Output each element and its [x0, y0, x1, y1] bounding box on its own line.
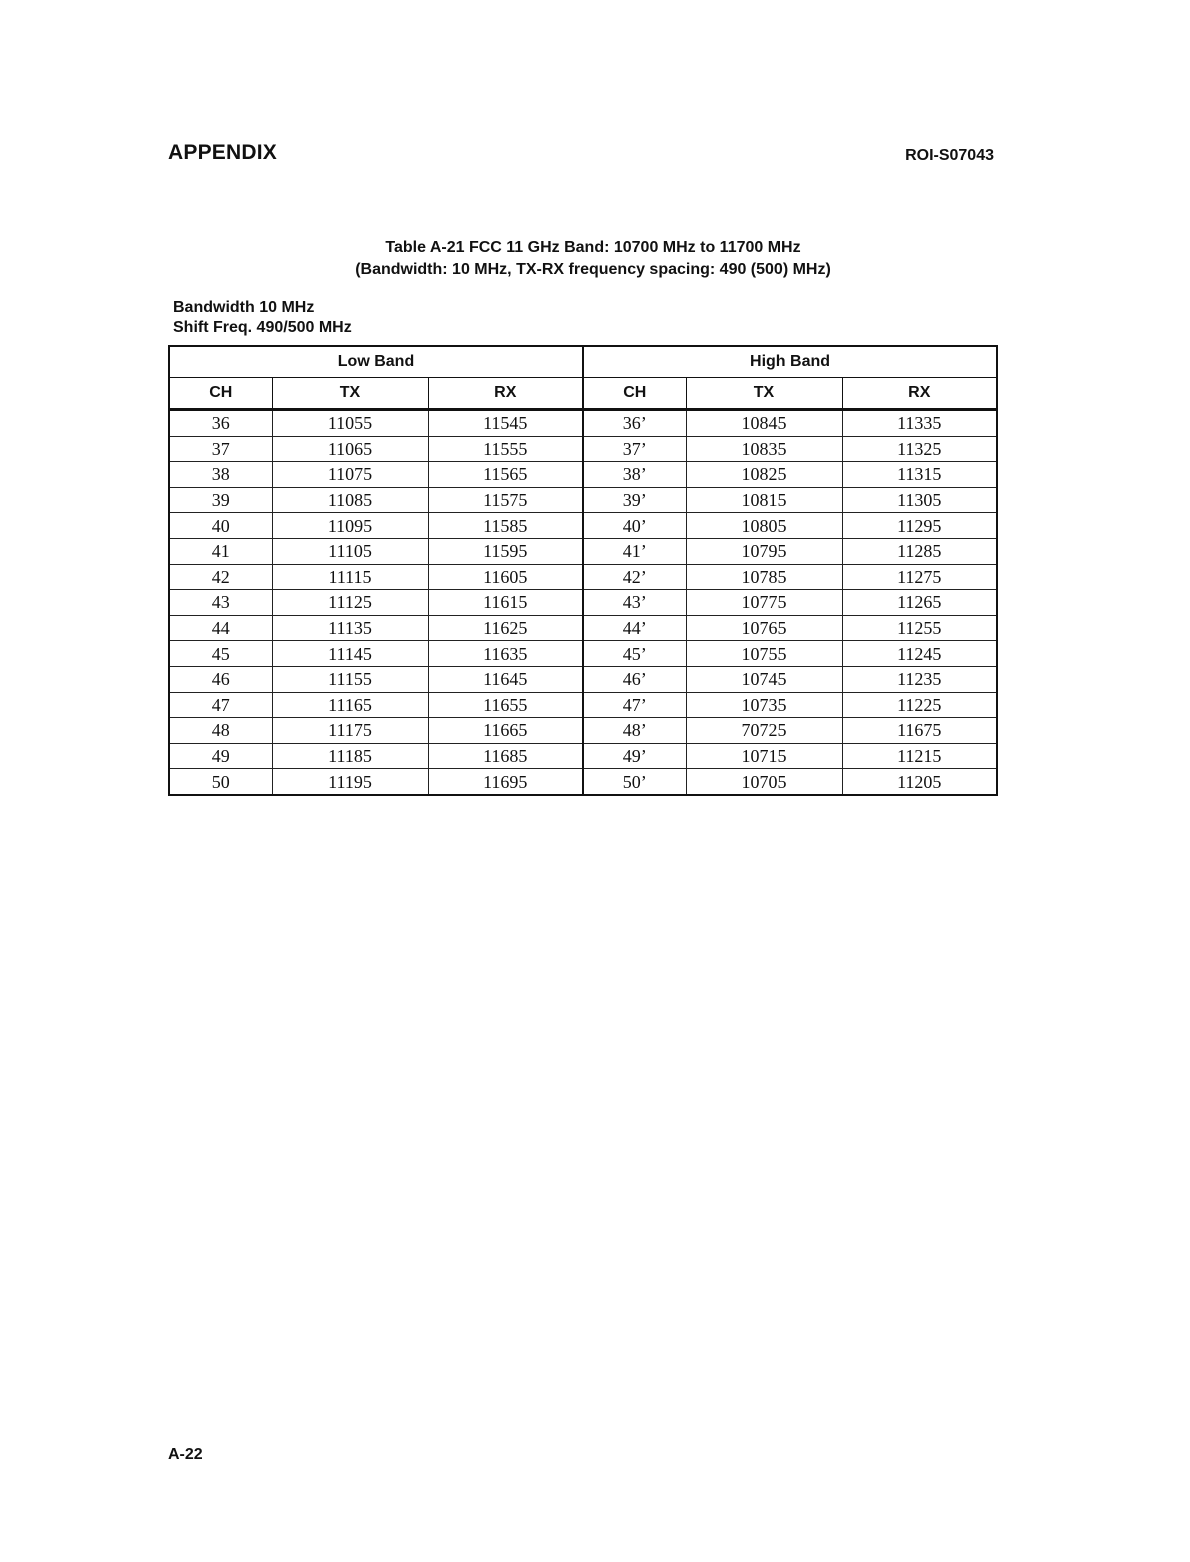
low-ch-cell: 47 [169, 692, 272, 718]
high-tx-cell: 10705 [686, 769, 842, 795]
table-body [169, 410, 997, 795]
high-ch-cell: 41’ [583, 538, 686, 564]
low-band-header: Low Band [169, 346, 583, 378]
table-row [169, 538, 997, 564]
low-ch-cell: 38 [169, 462, 272, 488]
high-tx-cell: 10745 [686, 666, 842, 692]
high-tx-cell: 10815 [686, 487, 842, 513]
low-ch-cell: 49 [169, 743, 272, 769]
high-ch-cell: 39’ [583, 487, 686, 513]
high-ch-cell: 47’ [583, 692, 686, 718]
low-rx-cell: 11615 [428, 590, 583, 616]
section-heading: APPENDIX [168, 141, 277, 164]
high-ch-cell: 43’ [583, 590, 686, 616]
low-ch-cell: 46 [169, 666, 272, 692]
high-tx-cell: 10755 [686, 641, 842, 667]
caption-subtitle: (Bandwidth: 10 MHz, TX-RX frequency spacing: 490 (500) MHz) [355, 261, 831, 278]
high-ch-cell: 48’ [583, 718, 686, 744]
low-tx-cell: 11075 [272, 462, 428, 488]
high-tx-cell: 10795 [686, 538, 842, 564]
low-rx-cell: 11665 [428, 718, 583, 744]
low-ch-cell: 44 [169, 615, 272, 641]
low-rx-cell: 11605 [428, 564, 583, 590]
high-rx-cell: 11225 [842, 692, 997, 718]
high-ch-cell: 38’ [583, 462, 686, 488]
high-rx-cell: 11285 [842, 538, 997, 564]
table-row [169, 692, 997, 718]
low-tx-cell: 11095 [272, 513, 428, 539]
low-rx-cell: 11625 [428, 615, 583, 641]
high-tx-cell: 10825 [686, 462, 842, 488]
high-tx-cell: 10805 [686, 513, 842, 539]
high-ch-cell: 46’ [583, 666, 686, 692]
high-tx-cell: 10835 [686, 436, 842, 462]
low-tx-cell: 11145 [272, 641, 428, 667]
high-rx-cell: 11215 [842, 743, 997, 769]
high-tx-cell: 10735 [686, 692, 842, 718]
low-ch-cell: 45 [169, 641, 272, 667]
high-band-header: High Band [583, 346, 997, 378]
high-ch-cell: 44’ [583, 615, 686, 641]
high-tx-cell: 10775 [686, 590, 842, 616]
page-number: A-22 [168, 1446, 203, 1463]
table-row [169, 666, 997, 692]
low-rx-cell: 11585 [428, 513, 583, 539]
high-rx-cell: 11255 [842, 615, 997, 641]
table-row [169, 462, 997, 488]
high-ch-cell: 50’ [583, 769, 686, 795]
high-tx-cell: 10845 [686, 410, 842, 437]
table-row [169, 615, 997, 641]
low-tx-cell: 11115 [272, 564, 428, 590]
low-ch-cell: 48 [169, 718, 272, 744]
low-tx-cell: 11105 [272, 538, 428, 564]
column-header-high-ch: CH [583, 378, 686, 410]
table-row [169, 590, 997, 616]
caption-title: Table A-21 FCC 11 GHz Band: 10700 MHz to 11700 MHz [385, 239, 801, 256]
low-ch-cell: 42 [169, 564, 272, 590]
high-tx-cell: 70725 [686, 718, 842, 744]
low-rx-cell: 11635 [428, 641, 583, 667]
high-tx-cell: 10765 [686, 615, 842, 641]
high-rx-cell: 11325 [842, 436, 997, 462]
low-rx-cell: 11565 [428, 462, 583, 488]
low-tx-cell: 11055 [272, 410, 428, 437]
low-rx-cell: 11555 [428, 436, 583, 462]
high-rx-cell: 11315 [842, 462, 997, 488]
high-rx-cell: 11275 [842, 564, 997, 590]
high-tx-cell: 10785 [686, 564, 842, 590]
document-id: ROI-S07043 [905, 147, 994, 164]
low-tx-cell: 11175 [272, 718, 428, 744]
low-tx-cell: 11195 [272, 769, 428, 795]
table-row [169, 487, 997, 513]
high-ch-cell: 42’ [583, 564, 686, 590]
table-row [169, 641, 997, 667]
low-ch-cell: 43 [169, 590, 272, 616]
low-tx-cell: 11185 [272, 743, 428, 769]
table-row [169, 743, 997, 769]
low-rx-cell: 11645 [428, 666, 583, 692]
column-header-low-ch: CH [169, 378, 272, 410]
low-rx-cell: 11655 [428, 692, 583, 718]
table-notes [173, 298, 352, 338]
low-tx-cell: 11085 [272, 487, 428, 513]
high-rx-cell: 11335 [842, 410, 997, 437]
low-rx-cell: 11575 [428, 487, 583, 513]
high-ch-cell: 37’ [583, 436, 686, 462]
low-ch-cell: 37 [169, 436, 272, 462]
low-rx-cell: 11545 [428, 410, 583, 437]
column-header-low-tx: TX [272, 378, 428, 410]
low-rx-cell: 11685 [428, 743, 583, 769]
column-header-high-tx: TX [686, 378, 842, 410]
low-ch-cell: 50 [169, 769, 272, 795]
band-header-row [169, 346, 997, 378]
high-ch-cell: 40’ [583, 513, 686, 539]
high-rx-cell: 11205 [842, 769, 997, 795]
low-tx-cell: 11155 [272, 666, 428, 692]
low-rx-cell: 11595 [428, 538, 583, 564]
frequency-table [168, 345, 998, 796]
bandwidth-note: Bandwidth 10 MHz [173, 299, 315, 316]
low-ch-cell: 41 [169, 538, 272, 564]
low-rx-cell: 11695 [428, 769, 583, 795]
table-row [169, 718, 997, 744]
low-ch-cell: 40 [169, 513, 272, 539]
high-ch-cell: 49’ [583, 743, 686, 769]
high-tx-cell: 10715 [686, 743, 842, 769]
shift-frequency-note: Shift Freq. 490/500 MHz [173, 319, 352, 336]
table-row [169, 436, 997, 462]
low-ch-cell: 39 [169, 487, 272, 513]
low-ch-cell: 36 [169, 410, 272, 437]
low-tx-cell: 11135 [272, 615, 428, 641]
high-rx-cell: 11235 [842, 666, 997, 692]
table-row [169, 513, 997, 539]
low-tx-cell: 11165 [272, 692, 428, 718]
high-rx-cell: 11265 [842, 590, 997, 616]
column-header-low-rx: RX [428, 378, 583, 410]
table-row [169, 410, 997, 437]
table-row [169, 769, 997, 795]
table-caption [168, 237, 998, 281]
high-rx-cell: 11675 [842, 718, 997, 744]
table-row [169, 564, 997, 590]
high-rx-cell: 11305 [842, 487, 997, 513]
high-ch-cell: 36’ [583, 410, 686, 437]
column-header-row [169, 378, 997, 410]
high-rx-cell: 11295 [842, 513, 997, 539]
high-rx-cell: 11245 [842, 641, 997, 667]
low-tx-cell: 11125 [272, 590, 428, 616]
high-ch-cell: 45’ [583, 641, 686, 667]
column-header-high-rx: RX [842, 378, 997, 410]
low-tx-cell: 11065 [272, 436, 428, 462]
